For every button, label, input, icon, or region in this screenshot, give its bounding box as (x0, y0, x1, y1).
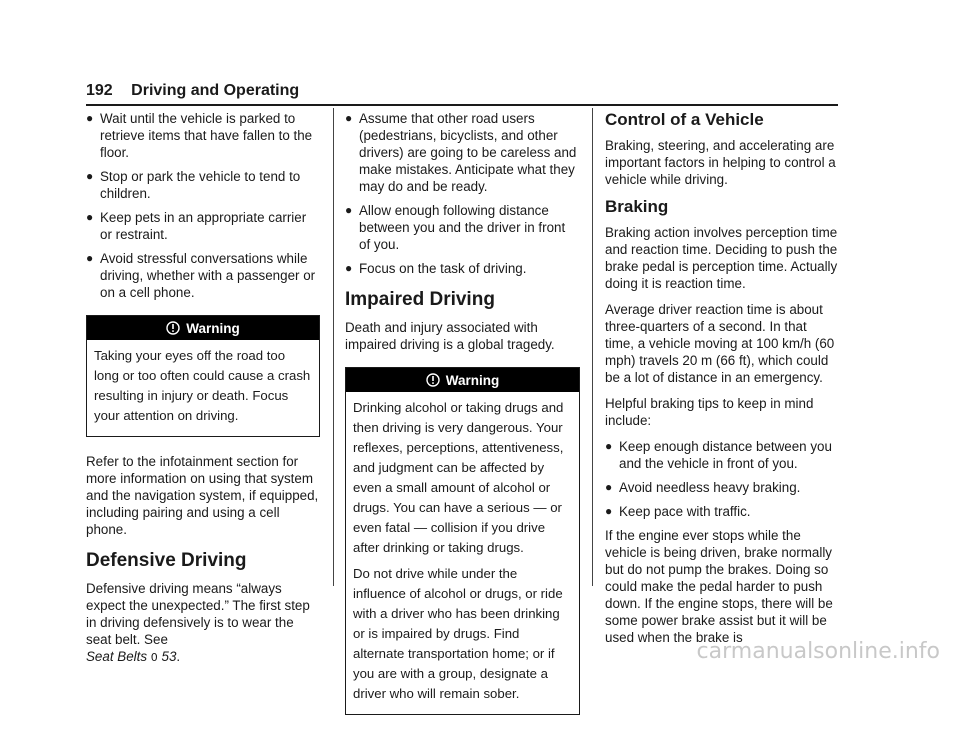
bullet-list (86, 110, 320, 301)
list-item: ● Avoid needless heavy braking. (605, 480, 801, 495)
subsection-heading: Braking (605, 197, 669, 216)
section-heading: Impaired Driving (345, 289, 495, 310)
paragraph: Death and injury associated with impaired driving is a global tragedy. (345, 320, 555, 352)
page-ref-icon: 0 (150, 651, 158, 664)
column-2 (345, 110, 580, 731)
paragraph: Refer to the infotainment section for more information on using that system and the navigation system, if equipped, including pairing and using a cell phone. (86, 454, 319, 537)
warning-text: Drinking alcohol or taking drugs and then driving is very dangerous. Your reflexes, perceptions, attentiveness, and judgment can be affected by even a small amount of alcohol or drugs. You can have a serious — or even fatal — collision if you drive after drinking or taking drugs. (353, 400, 564, 555)
column-3 (605, 110, 839, 655)
list-item: ● Allow enough following distance between you and the driver in front of you. (345, 203, 566, 252)
warning-body (346, 392, 579, 714)
paragraph: Defensive driving means “always expect the unexpected.” The first step in driving defensively is to wear the seat belt. See Seat Belts 0 53. (86, 581, 310, 664)
list-item: ● Assume that other road users (pedestrians, bicyclists, and other drivers) are going to be careless and make mistakes. Anticipate what they may do and be ready. (345, 111, 577, 194)
warning-icon (166, 321, 180, 335)
bullet-icon: ● (345, 111, 353, 125)
page-number: 192 (86, 82, 113, 99)
paragraph: If the engine ever stops while the vehicle is being driven, brake normally but do not pump the brakes. Doing so could make the pedal harder to push down. If the engine stops, there will be some power brake assist but it will be used when the brake is (605, 528, 833, 645)
warning-text: Do not drive while under the influence of alcohol or drugs, or ride with a driver who has been drinking or is impaired by drugs. Find alternate transportation home; or if you are with a group, designate a driver who will remain sober. (353, 566, 563, 701)
bullet-list (605, 438, 839, 520)
list-item: ● Keep pace with traffic. (605, 504, 751, 519)
section-title: Driving and Operating (131, 82, 300, 99)
list-item: ● Keep enough distance between you and the vehicle in front of you. (605, 439, 832, 471)
watermark: carmanualsonline.info (696, 639, 940, 664)
bullet-icon: ● (605, 480, 613, 494)
paragraph: Helpful braking tips to keep in mind include: (605, 396, 814, 428)
list-item: ● Wait until the vehicle is parked to retrieve items that have fallen to the floor. (86, 111, 313, 160)
column-divider (333, 108, 334, 586)
bullet-list (345, 110, 580, 277)
warning-header (87, 316, 319, 340)
bullet-icon: ● (86, 251, 94, 265)
warning-icon (426, 373, 440, 387)
cross-reference-link[interactable]: Seat Belts 0 53 (86, 649, 177, 664)
column-1 (86, 110, 320, 675)
list-item: ● Focus on the task of driving. (345, 261, 527, 276)
warning-text: Taking your eyes off the road too long or too often could cause a crash resulting in injury or death. Focus your attention on driving. (94, 348, 311, 423)
bullet-icon: ● (605, 439, 613, 453)
page-header (86, 82, 838, 106)
section-heading: Defensive Driving (86, 550, 247, 571)
section-heading: Control of a Vehicle (605, 110, 764, 129)
warning-header (346, 368, 579, 392)
warning-title: Warning (445, 372, 500, 388)
bullet-icon: ● (86, 210, 94, 224)
bullet-icon: ● (86, 111, 94, 125)
list-item: ● Avoid stressful conversations while driving, whether with a passenger or on a cell phone. (86, 251, 316, 300)
bullet-icon: ● (605, 504, 613, 518)
list-item: ● Keep pets in an appropriate carrier or restraint. (86, 210, 307, 242)
warning-box (345, 367, 580, 715)
paragraph: Braking action involves perception time and reaction time. Deciding to push the brake pedal is perception time. Actually doing it is reaction time. (605, 225, 838, 291)
column-divider (592, 108, 593, 586)
paragraph: Braking, steering, and accelerating are important factors in helping to control a vehicle while driving. (605, 138, 836, 187)
bullet-icon: ● (345, 203, 353, 217)
warning-body (87, 340, 319, 436)
list-item: ● Stop or park the vehicle to tend to children. (86, 169, 301, 201)
warning-title: Warning (186, 320, 240, 336)
paragraph: Average driver reaction time is about three-quarters of a second. In that time, a vehicle moving at 100 km/h (60 mph) travels 20 m (66 ft), which could be a lot of distance in an emergency. (605, 302, 835, 385)
bullet-icon: ● (86, 169, 94, 183)
warning-box (86, 315, 320, 437)
bullet-icon: ● (345, 261, 353, 275)
